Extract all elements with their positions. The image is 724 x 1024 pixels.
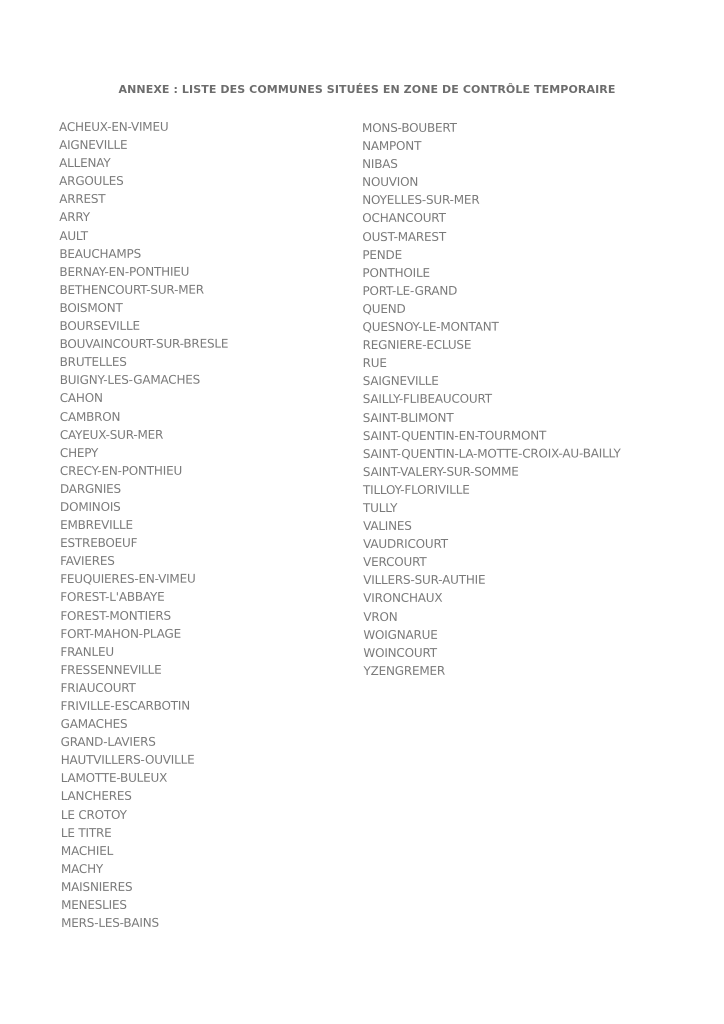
commune-item: WOIGNARUE — [363, 627, 438, 642]
commune-item: ARGOULES — [59, 174, 124, 189]
commune-item: FAVIERES — [60, 554, 115, 569]
commune-item: CAMBRON — [59, 409, 121, 424]
commune-item: ALLENAY — [59, 156, 111, 171]
commune-item: VIRONCHAUX — [363, 591, 443, 606]
commune-item: FORT-MAHON-PLAGE — [60, 626, 181, 641]
commune-item: QUESNOY-LE-MONTANT — [362, 319, 499, 335]
commune-item: SAINT-QUENTIN-EN-TOURMONT — [362, 428, 547, 443]
commune-item: BOISMONT — [59, 300, 123, 315]
commune-item: FRIVILLE-ESCARBOTIN — [60, 698, 191, 713]
commune-item: MERS-LES-BAINS — [61, 915, 159, 931]
commune-item: YZENGREMER — [363, 663, 446, 678]
commune-item: LE CROTOY — [60, 807, 127, 822]
commune-item: LAMOTTE-BULEUX — [60, 771, 168, 786]
commune-item: BOURSEVILLE — [59, 318, 140, 334]
commune-item: SAINT-VALERY-SUR-SOMME — [362, 464, 519, 479]
commune-item: BEAUCHAMPS — [59, 246, 142, 261]
commune-item: LANCHERES — [60, 789, 132, 804]
commune-item: BRUTELLES — [59, 355, 127, 370]
commune-item: PORT-LE-GRAND — [362, 283, 458, 298]
commune-item: FRESSENNEVILLE — [60, 662, 162, 677]
commune-item: VERCOURT — [363, 555, 427, 570]
commune-item: BUIGNY-LES-GAMACHES — [59, 372, 201, 388]
commune-item: WOINCOURT — [363, 645, 437, 660]
commune-item: VILLERS-SUR-AUTHIE — [363, 573, 486, 588]
commune-item: ESTREBOEUF — [60, 535, 138, 551]
page-title: ANNEXE : LISTE DES COMMUNES SITUÉES EN ZONE DE CONTRÔLE TEMPORAIRE — [118, 83, 616, 96]
commune-item: VAUDRICOURT — [363, 536, 448, 552]
commune-item: ARREST — [59, 192, 106, 207]
commune-item: BOUVAINCOURT-SUR-BRESLE — [59, 336, 229, 352]
commune-list-right — [362, 118, 621, 680]
commune-item: VRON — [363, 609, 398, 624]
commune-item: FRANLEU — [60, 644, 115, 659]
commune-item: SAINT-BLIMONT — [362, 410, 454, 425]
commune-list-left — [59, 118, 230, 933]
commune-item: OUST-MAREST — [362, 229, 446, 244]
commune-item: MENESLIES — [61, 897, 127, 913]
commune-item: FOREST-MONTIERS — [60, 608, 171, 623]
commune-item: REGNIERE-ECLUSE — [362, 337, 472, 353]
commune-item: NIBAS — [362, 157, 398, 172]
commune-item: SAIGNEVILLE — [362, 374, 439, 389]
commune-item: FRIAUCOURT — [60, 680, 136, 695]
commune-item: TILLOY-FLORIVILLE — [362, 482, 470, 497]
commune-item: MAISNIERES — [60, 879, 133, 894]
commune-item: BERNAY-EN-PONTHIEU — [59, 264, 190, 279]
commune-item: VALINES — [363, 518, 412, 534]
commune-item: CAYEUX-SUR-MER — [59, 427, 164, 442]
commune-item: QUEND — [362, 301, 406, 316]
commune-item: SAILLY-FLIBEAUCOURT — [362, 392, 492, 407]
commune-item: DARGNIES — [59, 481, 121, 496]
commune-item: NOUVION — [362, 175, 419, 190]
commune-item: CRECY-EN-PONTHIEU — [59, 463, 183, 478]
commune-item: NAMPONT — [362, 138, 422, 154]
commune-item: GRAND-LAVIERS — [60, 734, 156, 750]
commune-item: HAUTVILLERS-OUVILLE — [60, 752, 195, 768]
commune-item: OCHANCOURT — [362, 211, 446, 226]
commune-item: BETHENCOURT-SUR-MER — [59, 282, 204, 297]
commune-item: AULT — [59, 228, 88, 243]
commune-item: FEUQUIERES-EN-VIMEU — [60, 571, 196, 587]
commune-item: CAHON — [59, 391, 103, 406]
commune-item: FOREST-L'ABBAYE — [60, 590, 165, 605]
commune-item: MONS-BOUBERT — [362, 120, 457, 135]
commune-item: PENDE — [362, 247, 402, 262]
commune-item: TULLY — [363, 500, 398, 515]
commune-item: PONTHOILE — [362, 265, 430, 280]
commune-item: MACHY — [60, 861, 104, 876]
commune-item: ACHEUX-EN-VIMEU — [59, 119, 169, 134]
commune-item: NOYELLES-SUR-MER — [362, 193, 480, 208]
commune-item: ARRY — [59, 210, 90, 225]
commune-item: DOMINOIS — [59, 499, 121, 514]
commune-item: AIGNEVILLE — [59, 137, 128, 153]
commune-item: GAMACHES — [60, 716, 128, 732]
commune-item: LE TITRE — [60, 825, 112, 840]
commune-item: MACHIEL — [60, 843, 114, 858]
commune-item: CHEPY — [59, 445, 99, 460]
commune-item: RUE — [362, 356, 387, 371]
commune-item: SAINT-QUENTIN-LA-MOTTE-CROIX-AU-BAILLY — [362, 446, 621, 461]
commune-item: EMBREVILLE — [60, 517, 133, 533]
